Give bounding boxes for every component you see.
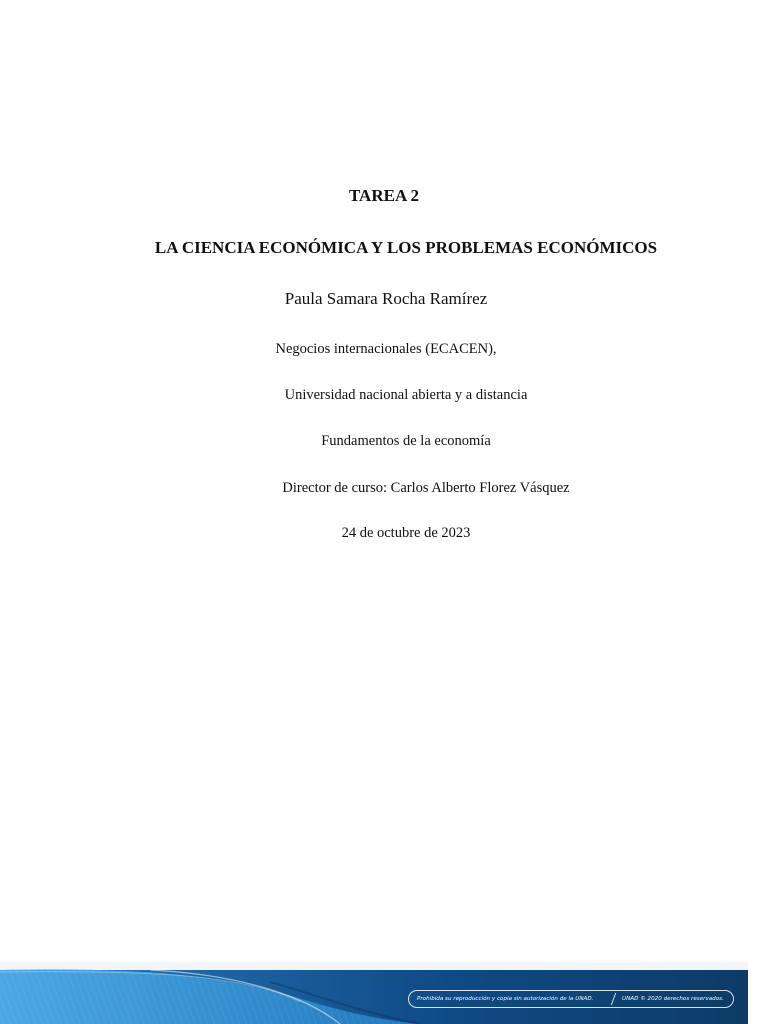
course-director: Director de curso: Carlos Alberto Florez Vásquez	[282, 480, 570, 496]
program-name: Negocios internacionales (ECACEN),	[275, 341, 497, 357]
document-title: TAREA 2	[348, 186, 420, 205]
copyright-notice	[408, 990, 734, 1008]
document-date: 24 de octubre de 2023	[341, 525, 471, 541]
university-name: Universidad nacional abierta y a distancia	[284, 387, 528, 403]
author-name: Paula Samara Rocha Ramírez	[284, 289, 488, 308]
reproduction-notice: Prohibida su reproducción y copia sin autorización de la UNAD.	[417, 996, 594, 1002]
copyright-text: UNAD © 2020 derechos reservados.	[622, 996, 724, 1002]
course-name: Fundamentos de la economía	[321, 433, 491, 449]
document-subtitle: LA CIENCIA ECONÓMICA Y LOS PROBLEMAS ECONÓMICOS	[154, 238, 658, 257]
